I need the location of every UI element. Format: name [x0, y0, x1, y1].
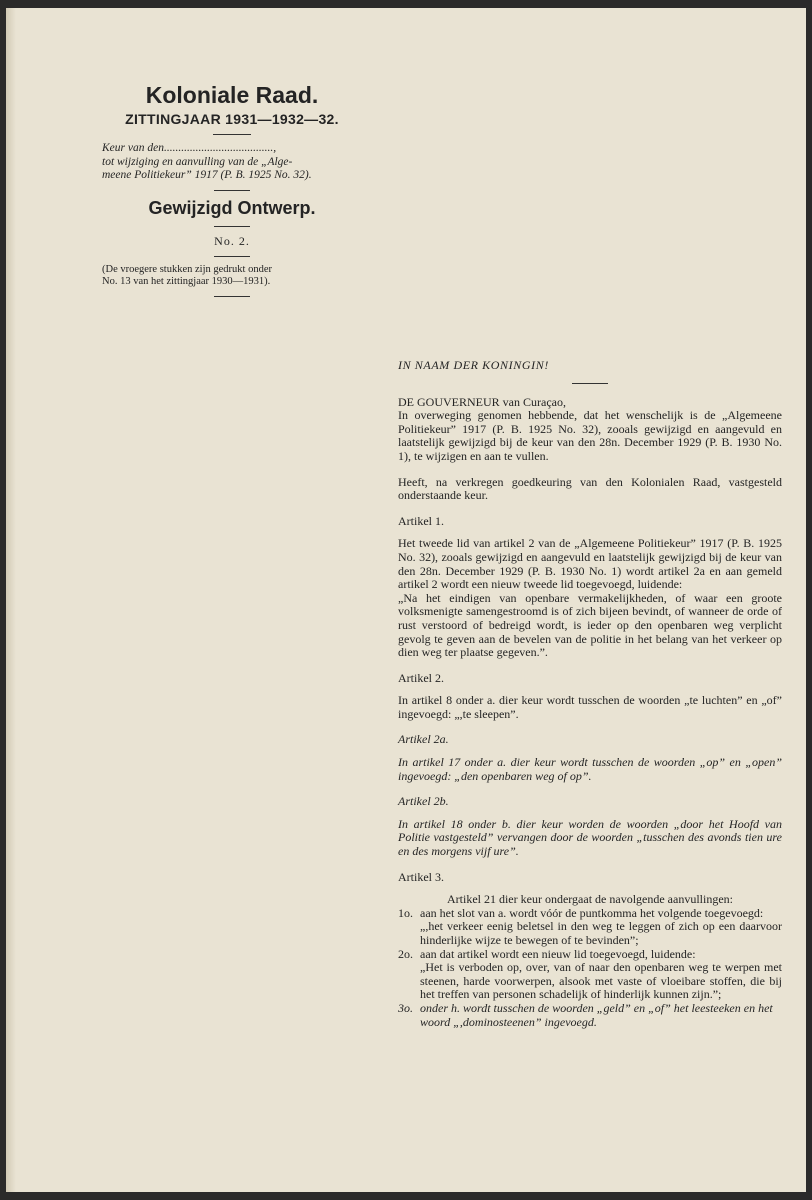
article-2a-title: Artikel 2a. — [398, 732, 449, 747]
article-2b-title: Artikel 2b. — [398, 794, 449, 809]
article-3-title: Artikel 3. — [398, 869, 444, 884]
document-number: No. 2. — [214, 233, 250, 248]
document-page — [6, 8, 806, 1192]
draft-subtitle: Gewijzigd Ontwerp. — [148, 197, 316, 218]
list-text — [420, 907, 782, 948]
list-number: 3o. — [398, 1000, 413, 1015]
council-title: Koloniale Raad. — [145, 82, 319, 108]
divider — [214, 190, 250, 191]
list-number: 1o. — [398, 905, 413, 920]
main-text — [398, 359, 782, 1029]
page-binding-shadow — [6, 8, 16, 1192]
divider — [214, 226, 250, 227]
article-1-title: Artikel 1. — [398, 513, 444, 528]
list-item-text: onder h. wordt tusschen de woorden „geld” en „of” het leesteeken en het woord „,dominosteenen” ingevoegd. — [420, 1000, 773, 1029]
list-number: 2o. — [398, 946, 413, 961]
list-item — [398, 1002, 782, 1029]
article-1-text: Het tweede lid van artikel 2 van de „Algemeene Politiekeur” 1917 (P. B. 1925 No. 32), zooals gewijzigd en aangevuld en laatstelijk gewijzigd bij de keur van den 28n. December 1929 (P. B. 1930 No. 1) wordt artikel 2a en aan gemeld artikel 2 wordt een nieuw tweede lid toegevoegd, luidende: — [398, 536, 782, 592]
divider — [213, 134, 251, 135]
article-2b-text: In artikel 18 onder b. dier keur worden de woorden „door het Hoofd van Politie vastgesteld” vervangen door de woorden „tusschen des avonds tien ure en des morgens vijf ure”. — [398, 816, 782, 859]
divider — [214, 296, 250, 297]
list-item-text: aan het slot van a. wordt vóór de puntkomma het volgende toegevoegd: — [420, 905, 764, 920]
consideration-paragraph: In overweging genomen hebbende, dat het wenschelijk is de „Algemeene Politiekeur” 1917 (P. B. 1925 No. 32), zooals gewijzigd en aangevuld en laatstelijk gewijzigd bij de keur van den 28n. December 1929 (P. B. 1930 No. 1), te wijzigen en aan te vullen. — [398, 408, 782, 463]
invocation: IN NAAM DER KONINGIN! — [398, 358, 549, 372]
article-3-intro: Artikel 21 dier keur ondergaat de navolgende aanvullingen: — [446, 892, 733, 907]
list-text — [420, 1002, 782, 1029]
list-item — [398, 907, 782, 948]
divider — [214, 256, 250, 257]
list-item-text: aan dat artikel wordt een nieuw lid toegevoegd, luidende: — [420, 946, 696, 961]
keur-description — [102, 142, 362, 183]
article-2-text: In artikel 8 onder a. dier keur wordt tusschen de woorden „te luchten” en „of” ingevoegd: „,te sleepen”. — [398, 693, 782, 721]
session-year: ZITTINGJAAR 1931—1932—32. — [125, 111, 339, 127]
list-text — [420, 948, 782, 1002]
divider — [572, 383, 608, 384]
keur-line: tot wijziging en aanvulling van de „Alge- — [102, 155, 293, 168]
list-item — [398, 948, 782, 1002]
list-item-quote: „Het is verboden op, over, van of naar den openbaren weg te werpen met steenen, harde voorwerpen, alsook met vaste of vloeibare stoffen, die bij het treffen van personen schadelijk of hinderlijk kunnen zijn.”; — [420, 960, 782, 1002]
governor-line: DE GOUVERNEUR van Curaçao, — [398, 394, 566, 409]
note-line: No. 13 van het zittingjaar 1930—1931). — [102, 276, 271, 287]
article-1-quote: „Na het eindigen van openbare vermakelijkheden, of waar een groote volksmenigte samengestroomd is of zich bijeen bevindt, of wanneer de orde of rust verstoord of bedreigd wordt, is ieder op den openbaren weg verplicht gevolg te geven aan de bevelen van de politie in het belang van het verkeer op dien weg ter plaatse gegeven.”. — [398, 590, 782, 660]
article-2-title: Artikel 2. — [398, 670, 444, 685]
keur-line: Keur van den......................................, — [102, 142, 277, 154]
enactment-paragraph: Heeft, na verkregen goedkeuring van den Kolonialen Raad, vastgesteld onderstaande keur. — [398, 474, 782, 503]
header-block — [102, 82, 362, 304]
note-line: (De vroegere stukken zijn gedrukt onder — [102, 263, 272, 275]
earlier-documents-note — [102, 264, 362, 289]
keur-line: meene Politiekeur” 1917 (P. B. 1925 No. 32). — [102, 169, 312, 181]
article-2a-text: In artikel 17 onder a. dier keur wordt tusschen de woorden „op” en „open” ingevoegd: „den openbaren weg of op”. — [398, 755, 782, 783]
list-item-quote: „,het verkeer eenig beletsel in den weg te leggen of zich op een daarvoor hinderlijke wijze te bewegen of te bevinden”; — [420, 919, 782, 947]
